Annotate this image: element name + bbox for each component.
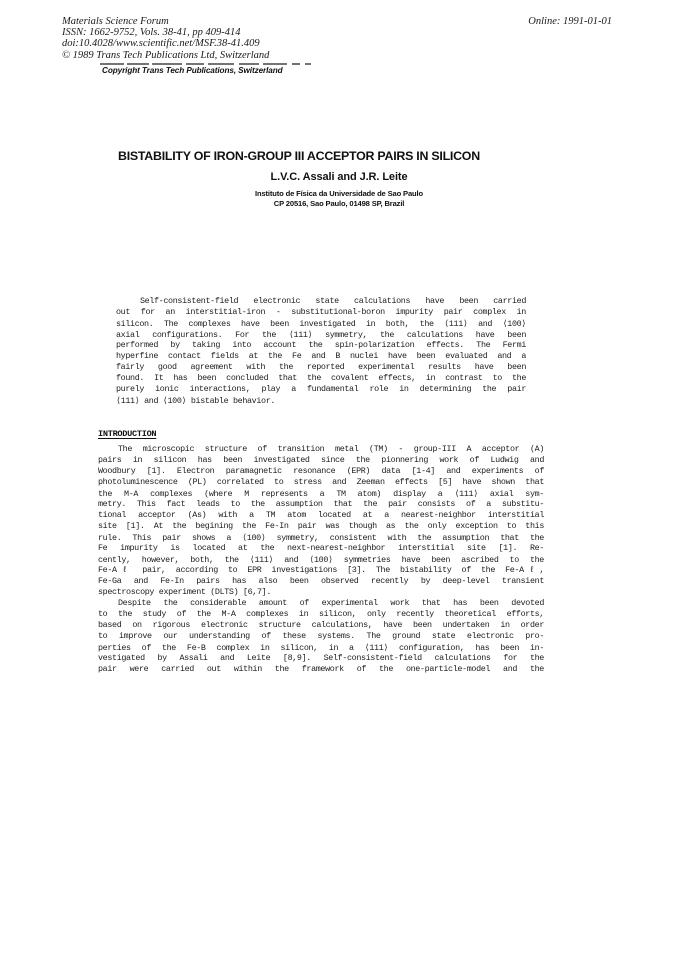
intro-line: pair were carried out within the framework of the one-particle-model and the (98, 664, 544, 674)
intro-line: vestigated by Assali and Leite [8,9]. Self-consistent-field calculations for the (98, 653, 544, 663)
citation-line-issn: ISSN: 1662-9752, Vols. 38-41, pp 409-414 (62, 27, 241, 39)
intro-line: cently, however, both, the ⟨111⟩ and ⟨100⟩ symmetries have been ascribed to the (98, 555, 544, 565)
abstract-line: silicon. The complexes have been investigated in both, the ⟨111⟩ and ⟨100⟩ (116, 319, 526, 329)
citation-line-publisher: © 1989 Trans Tech Publications Ltd, Switzerland (62, 49, 270, 61)
affiliation-institution: Instituto de Física da Universidade de Sao Paulo (255, 189, 423, 198)
intro-line: photoluminescence (PL) correlated to stress and Zeeman effects [5] have shown that (98, 477, 544, 487)
paper-authors: L.V.C. Assali and J.R. Leite (270, 171, 408, 183)
abstract-line: performed by taking into account the spin-polarization effects. The Fermi (116, 340, 526, 350)
intro-line: metry. This fact leads to the assumption that the pair consists of a substitu- (98, 499, 544, 509)
abstract-line: out for an interstitial-iron - substitutional-boron impurity pair complex in (116, 307, 526, 317)
intro-line: site [1]. At the begining the Fe-In pair was though as the only exception to this (98, 521, 544, 531)
intro-line: Fe-Aℓ pair, according to EPR investigations [3]. The bistability of the Fe-Aℓ, (98, 565, 544, 575)
citation-header (62, 16, 269, 61)
intro-line: spectroscopy experiment (DLTS) [6,7]. (98, 587, 272, 597)
abstract-line: ⟨111⟩ and ⟨100⟩ bistable behavior. (116, 396, 276, 406)
citation-line-journal: Materials Science Forum (62, 16, 169, 27)
abstract-line: purely ionic interactions, play a fundamental role in determining the pair (116, 384, 526, 394)
abstract-line: axial configurations. For the ⟨111⟩ symmetry, the calculations have been (116, 330, 526, 340)
intro-line: rule. This pair shows a ⟨100⟩ symmetry, consistent with the assumption that the (98, 533, 544, 543)
intro-line: The microscopic structure of transition metal (TM) - group-III A acceptor (A) (118, 444, 544, 454)
intro-line: to improve our understanding of these systems. The ground state electronic pro- (98, 631, 544, 641)
intro-line: perties of the Fe-B complex in silicon, in a ⟨111⟩ configuration, has been in- (98, 643, 544, 653)
intro-line: to the study of the M-A complexes in silicon, only recently theoretical efforts, (98, 609, 544, 619)
abstract-line: hyperfine contact fields at the Fe and B nuclei have been evaluated and a (116, 351, 526, 361)
abstract-line: Self-consistent-field electronic state calculations have been carried (140, 296, 526, 306)
abstract-line: found. It has been concluded that the covalent effects, in contrast to the (116, 373, 526, 383)
citation-line-doi: doi:10.4028/www.scientific.net/MSF.38-41.409 (62, 38, 260, 50)
copyright-notice: Copyright Trans Tech Publications, Switzerland (102, 66, 283, 75)
intro-line: based on rigorous electronic structure calculations, have been undertaken in order (98, 620, 544, 630)
intro-line: Despite the considerable amount of experimental work that has been devoted (118, 598, 544, 608)
intro-line: Woodbury [1]. Electron paramagnetic resonance (EPR) data [1-4] and experiments of (98, 466, 544, 476)
abstract-line: fairly good agreement with the reported experimental results have been (116, 362, 526, 372)
intro-line: tional acceptor (As) with a TM atom located at a nearest-neighbor interstitial (98, 510, 544, 520)
section-heading-introduction: INTRODUCTION (98, 429, 157, 439)
online-date: Online: 1991-01-01 (528, 16, 612, 27)
intro-line: Fe impurity is located at the next-nearest-neighbor interstitial site [1]. Re- (98, 543, 544, 553)
affiliation-address: CP 20516, Sao Paulo, 01498 SP, Brazil (273, 199, 405, 208)
intro-line: the M-A complexes (where M represents a TM atom) display a ⟨111⟩ axial sym- (98, 489, 544, 499)
intro-line: Fe-Ga and Fe-In pairs has also been observed recently by deep-level transient (98, 576, 544, 586)
paper-title: BISTABILITY OF IRON-GROUP III ACCEPTOR PAIRS IN SILICON (118, 149, 480, 163)
intro-line: pairs in silicon has been investigated since the pionnering work of Ludwig and (98, 455, 544, 465)
